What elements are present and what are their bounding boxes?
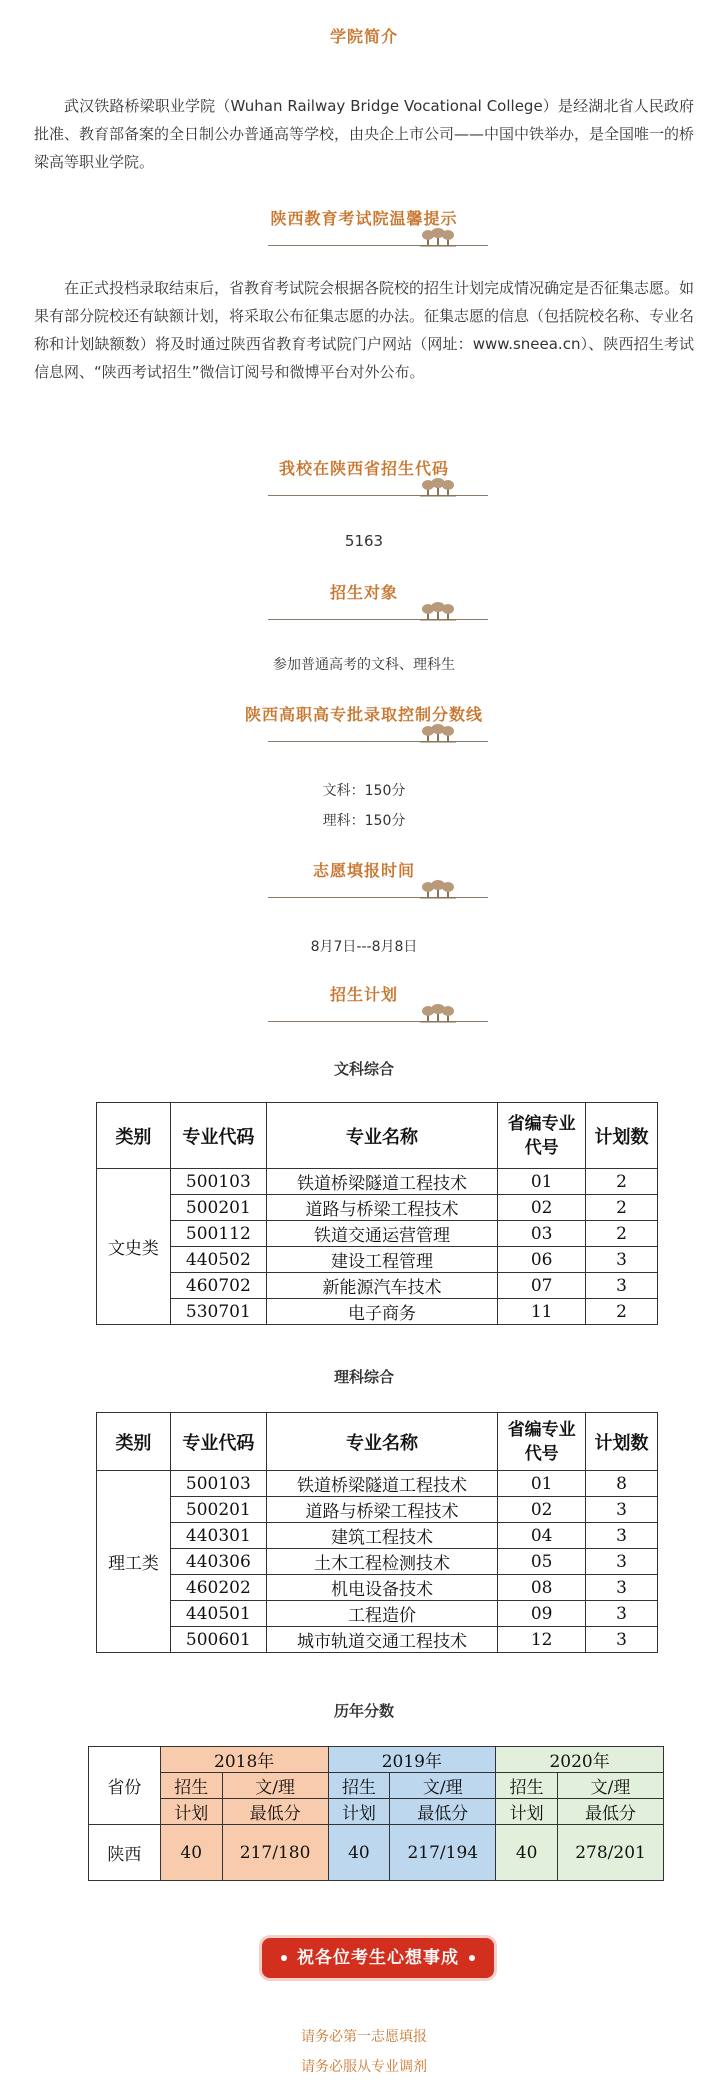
major-code-cell: 500201	[170, 1195, 266, 1221]
table-row	[97, 1575, 658, 1601]
major-name-cell: 工程造价	[266, 1601, 497, 1627]
footer-note-2: 请务必服从专业调剂	[301, 2059, 427, 2075]
enroll-code: 5163	[344, 532, 384, 550]
fill-time-text: 8月7日---8月8日	[310, 939, 418, 955]
plan-title: 招生计划	[329, 985, 398, 1004]
major-code-cell: 460202	[170, 1575, 266, 1601]
tips-title: 陕西教育考试院温馨提示	[270, 209, 458, 228]
province-code-cell: 06	[498, 1247, 586, 1273]
li-subtitle: 理科综合	[333, 1368, 394, 1386]
header-major-code: 专业代码	[170, 1413, 266, 1471]
history-subtitle: 历年分数	[333, 1702, 394, 1720]
category-cell: 文史类	[97, 1169, 171, 1325]
score-line-title: 陕西高职高专批录取控制分数线	[244, 705, 483, 724]
plan-count-cell: 2	[586, 1169, 658, 1195]
province-code-cell: 05	[498, 1549, 586, 1575]
plan-count-cell: 2	[586, 1299, 658, 1325]
year-2018-header: 2018年	[160, 1747, 328, 1773]
table-row	[97, 1195, 658, 1221]
code-title: 我校在陕西省招生代码	[278, 459, 449, 478]
header-category: 类别	[97, 1413, 171, 1471]
major-code-cell: 440306	[170, 1549, 266, 1575]
tree-divider-icon	[418, 1004, 458, 1026]
tree-divider-icon	[418, 880, 458, 902]
table-row	[97, 1471, 658, 1497]
major-name-cell: 道路与桥梁工程技术	[266, 1195, 497, 1221]
header-plan-count: 计划数	[586, 1103, 658, 1169]
plan-count-cell: 3	[586, 1549, 658, 1575]
category-cell: 理工类	[97, 1471, 171, 1653]
score-header-2: 最低分	[222, 1799, 328, 1825]
province-code-cell: 09	[498, 1601, 586, 1627]
major-name-cell: 铁道桥梁隧道工程技术	[266, 1169, 497, 1195]
major-code-cell: 500201	[170, 1497, 266, 1523]
province-code-cell: 11	[498, 1299, 586, 1325]
score-line-li: 理科：150分	[322, 813, 406, 829]
major-code-cell: 500112	[170, 1221, 266, 1247]
table-row	[97, 1627, 658, 1653]
major-name-cell: 道路与桥梁工程技术	[266, 1497, 497, 1523]
plan-count-cell: 3	[586, 1601, 658, 1627]
target-title: 招生对象	[329, 583, 398, 602]
plan-count-cell: 2	[586, 1221, 658, 1247]
dot-icon	[469, 1955, 475, 1961]
plan-2020: 40	[496, 1825, 558, 1881]
intro-paragraph: 武汉铁路桥梁职业学院（Wuhan Railway Bridge Vocational College）是经湖北省人民政府批准、教育部备案的全日制公办普通高等学校，由央企上市公司——中国中铁举办，是全国唯一的桥梁高等职业学院。	[34, 97, 695, 171]
province-code-cell: 03	[498, 1221, 586, 1247]
fill-time-divider	[268, 880, 488, 902]
plan-header: 招生	[160, 1773, 222, 1799]
plan-2019: 40	[328, 1825, 390, 1881]
major-name-cell: 建设工程管理	[266, 1247, 497, 1273]
footer-note-1: 请务必第一志愿填报	[301, 2029, 427, 2045]
table-row	[97, 1221, 658, 1247]
score-header: 文/理	[222, 1773, 328, 1799]
tree-divider-icon	[418, 602, 458, 624]
plan-header-2: 计划	[328, 1799, 390, 1825]
plan-count-cell: 3	[586, 1247, 658, 1273]
table-row	[97, 1601, 658, 1627]
major-code-cell: 530701	[170, 1299, 266, 1325]
province-code-cell: 01	[498, 1169, 586, 1195]
province-header: 省份	[89, 1747, 161, 1825]
table-row	[97, 1247, 658, 1273]
major-name-cell: 机电设备技术	[266, 1575, 497, 1601]
wish-banner	[262, 1938, 494, 1978]
score-2019: 217/194	[390, 1825, 496, 1881]
plan-divider	[268, 1004, 488, 1026]
table-row	[97, 1549, 658, 1575]
header-major-name: 专业名称	[266, 1103, 497, 1169]
header-province-code: 省编专业代号	[498, 1103, 586, 1169]
major-code-cell: 440301	[170, 1523, 266, 1549]
score-header-2: 最低分	[558, 1799, 664, 1825]
tree-divider-icon	[418, 478, 458, 500]
plan-count-cell: 3	[586, 1497, 658, 1523]
dot-icon	[281, 1955, 287, 1961]
plan-count-cell: 3	[586, 1273, 658, 1299]
major-name-cell: 新能源汽车技术	[266, 1273, 497, 1299]
intro-title: 学院简介	[329, 27, 398, 46]
plan-count-cell: 3	[586, 1523, 658, 1549]
header-major-name: 专业名称	[266, 1413, 497, 1471]
province-code-cell: 04	[498, 1523, 586, 1549]
score-header: 文/理	[390, 1773, 496, 1799]
table-row	[97, 1523, 658, 1549]
header-province-code: 省编专业代号	[498, 1413, 586, 1471]
wish-text: 祝各位考生心想事成	[297, 1948, 459, 1968]
province-code-cell: 02	[498, 1497, 586, 1523]
major-code-cell: 460702	[170, 1273, 266, 1299]
province-code-cell: 01	[498, 1471, 586, 1497]
score-header: 文/理	[558, 1773, 664, 1799]
major-code-cell: 440501	[170, 1601, 266, 1627]
major-code-cell: 440502	[170, 1247, 266, 1273]
target-text: 参加普通高考的文科、理科生	[273, 657, 455, 673]
plan-2018: 40	[160, 1825, 222, 1881]
score-2020: 278/201	[558, 1825, 664, 1881]
major-code-cell: 500601	[170, 1627, 266, 1653]
major-name-cell: 铁道交通运营管理	[266, 1221, 497, 1247]
tips-paragraph: 在正式投档录取结束后，省教育考试院会根据各院校的招生计划完成情况确定是否征集志愿。如果有部分院校还有缺额计划，将采取公布征集志愿的办法。征集志愿的信息（包括院校名称、专业名称和计划缺额数）将及时通过陕西省教育考试院门户网站（网址：www.sneea.cn）、陕西招生考试信息网、“陕西考试招生”微信订阅号和微博平台对外公布。	[34, 279, 695, 381]
tree-divider-icon	[418, 228, 458, 250]
header-major-code: 专业代码	[170, 1103, 266, 1169]
table-row	[97, 1169, 658, 1195]
plan-count-cell: 8	[586, 1471, 658, 1497]
score-line-divider	[268, 724, 488, 746]
table-row	[97, 1299, 658, 1325]
province-cell: 陕西	[89, 1825, 161, 1881]
province-code-cell: 07	[498, 1273, 586, 1299]
plan-header-2: 计划	[160, 1799, 222, 1825]
major-name-cell: 城市轨道交通工程技术	[266, 1627, 497, 1653]
major-name-cell: 电子商务	[266, 1299, 497, 1325]
score-line-wen: 文科：150分	[322, 783, 406, 799]
history-table	[88, 1746, 664, 1881]
wen-subtitle: 文科综合	[333, 1060, 394, 1078]
header-plan-count: 计划数	[586, 1413, 658, 1471]
plan-header: 招生	[328, 1773, 390, 1799]
header-category: 类别	[97, 1103, 171, 1169]
major-name-cell: 建筑工程技术	[266, 1523, 497, 1549]
score-2018: 217/180	[222, 1825, 328, 1881]
province-code-cell: 08	[498, 1575, 586, 1601]
plan-count-cell: 3	[586, 1627, 658, 1653]
plan-header: 招生	[496, 1773, 558, 1799]
province-code-cell: 02	[498, 1195, 586, 1221]
plan-count-cell: 3	[586, 1575, 658, 1601]
score-header-2: 最低分	[390, 1799, 496, 1825]
tree-divider-icon	[418, 724, 458, 746]
plan-count-cell: 2	[586, 1195, 658, 1221]
plan-header-2: 计划	[496, 1799, 558, 1825]
year-2019-header: 2019年	[328, 1747, 496, 1773]
fill-time-title: 志愿填报时间	[312, 861, 415, 880]
table-row	[97, 1273, 658, 1299]
code-divider	[268, 478, 488, 500]
major-code-cell: 500103	[170, 1169, 266, 1195]
major-code-cell: 500103	[170, 1471, 266, 1497]
major-name-cell: 铁道桥梁隧道工程技术	[266, 1471, 497, 1497]
li-plan-table	[96, 1412, 658, 1653]
wen-plan-table	[96, 1102, 658, 1325]
major-name-cell: 土木工程检测技术	[266, 1549, 497, 1575]
year-2020-header: 2020年	[496, 1747, 664, 1773]
table-row	[97, 1497, 658, 1523]
province-code-cell: 12	[498, 1627, 586, 1653]
target-divider	[268, 602, 488, 624]
tips-divider	[268, 228, 488, 250]
